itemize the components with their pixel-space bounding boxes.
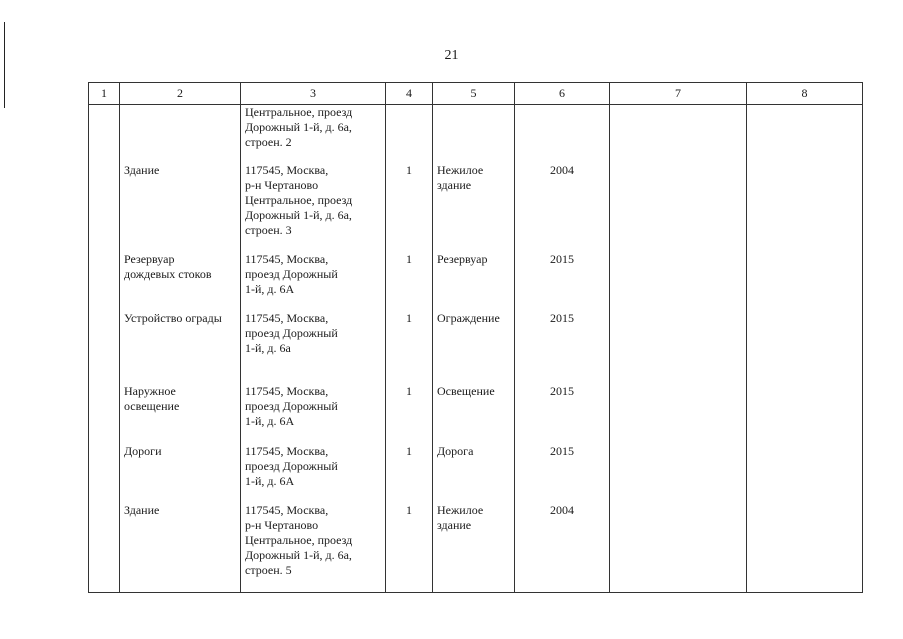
cell-address: 117545, Москва, проезд Дорожный 1-й, д. 6а xyxy=(241,311,386,384)
cell-number xyxy=(89,252,120,311)
cell-type: Нежилое здание xyxy=(433,163,515,252)
table-row xyxy=(89,311,863,384)
cell-quantity: 1 xyxy=(386,384,433,444)
cell-number xyxy=(89,163,120,252)
table-row xyxy=(89,105,863,163)
cell-quantity: 1 xyxy=(386,444,433,503)
header-cell-8: 8 xyxy=(747,83,863,105)
header-cell-1: 1 xyxy=(89,83,120,105)
cell-address: 117545, Москва, проезд Дорожный 1-й, д. 6А xyxy=(241,252,386,311)
cell-col7 xyxy=(610,384,747,444)
cell-type: Освещение xyxy=(433,384,515,444)
header-row xyxy=(89,83,863,105)
header-cell-2: 2 xyxy=(120,83,241,105)
cell-name: Наружное освещение xyxy=(120,384,241,444)
cell-number xyxy=(89,503,120,593)
cell-name xyxy=(120,105,241,163)
header-cell-6: 6 xyxy=(515,83,610,105)
table-row xyxy=(89,503,863,593)
cell-number xyxy=(89,311,120,384)
cell-type: Дорога xyxy=(433,444,515,503)
cell-address: 117545, Москва, проезд Дорожный 1-й, д. 6А xyxy=(241,444,386,503)
cell-quantity: 1 xyxy=(386,503,433,593)
cell-col8 xyxy=(747,105,863,163)
margin-line xyxy=(4,22,5,108)
cell-address: 117545, Москва, р-н Чертаново Центральное, проезд Дорожный 1-й, д. 6а, строен. 5 xyxy=(241,503,386,593)
cell-number xyxy=(89,444,120,503)
cell-quantity: 1 xyxy=(386,311,433,384)
cell-col8 xyxy=(747,252,863,311)
page-number: 21 xyxy=(444,48,459,63)
header-cell-3: 3 xyxy=(241,83,386,105)
cell-quantity: 1 xyxy=(386,163,433,252)
cell-col7 xyxy=(610,252,747,311)
table-row xyxy=(89,444,863,503)
cell-number xyxy=(89,105,120,163)
cell-year: 2004 xyxy=(515,503,610,593)
cell-quantity: 1 xyxy=(386,252,433,311)
cell-year: 2015 xyxy=(515,252,610,311)
cell-type: Нежилое здание xyxy=(433,503,515,593)
cell-col7 xyxy=(610,311,747,384)
cell-name: Здание xyxy=(120,163,241,252)
cell-year xyxy=(515,105,610,163)
cell-col7 xyxy=(610,444,747,503)
cell-address: Центральное, проезд Дорожный 1-й, д. 6а, строен. 2 xyxy=(241,105,386,163)
header-cell-7: 7 xyxy=(610,83,747,105)
table-row xyxy=(89,384,863,444)
cell-address: 117545, Москва, р-н Чертаново Центральное, проезд Дорожный 1-й, д. 6а, строен. 3 xyxy=(241,163,386,252)
cell-col8 xyxy=(747,503,863,593)
cell-col8 xyxy=(747,444,863,503)
cell-col7 xyxy=(610,163,747,252)
cell-name: Устройство ограды xyxy=(120,311,241,384)
cell-name: Здание xyxy=(120,503,241,593)
cell-type: Резервуар xyxy=(433,252,515,311)
table-row xyxy=(89,163,863,252)
table-row xyxy=(89,252,863,311)
cell-year: 2015 xyxy=(515,311,610,384)
cell-col7 xyxy=(610,105,747,163)
cell-quantity xyxy=(386,105,433,163)
cell-col7 xyxy=(610,503,747,593)
cell-year: 2015 xyxy=(515,444,610,503)
header-cell-5: 5 xyxy=(433,83,515,105)
cell-number xyxy=(89,384,120,444)
cell-col8 xyxy=(747,384,863,444)
cell-name: Дороги xyxy=(120,444,241,503)
header-cell-4: 4 xyxy=(386,83,433,105)
cell-col8 xyxy=(747,311,863,384)
cell-year: 2015 xyxy=(515,384,610,444)
cell-type: Ограждение xyxy=(433,311,515,384)
cell-year: 2004 xyxy=(515,163,610,252)
cell-type xyxy=(433,105,515,163)
property-table xyxy=(88,82,863,593)
cell-address: 117545, Москва, проезд Дорожный 1-й, д. 6А xyxy=(241,384,386,444)
cell-name: Резервуар дождевых стоков xyxy=(120,252,241,311)
cell-col8 xyxy=(747,163,863,252)
